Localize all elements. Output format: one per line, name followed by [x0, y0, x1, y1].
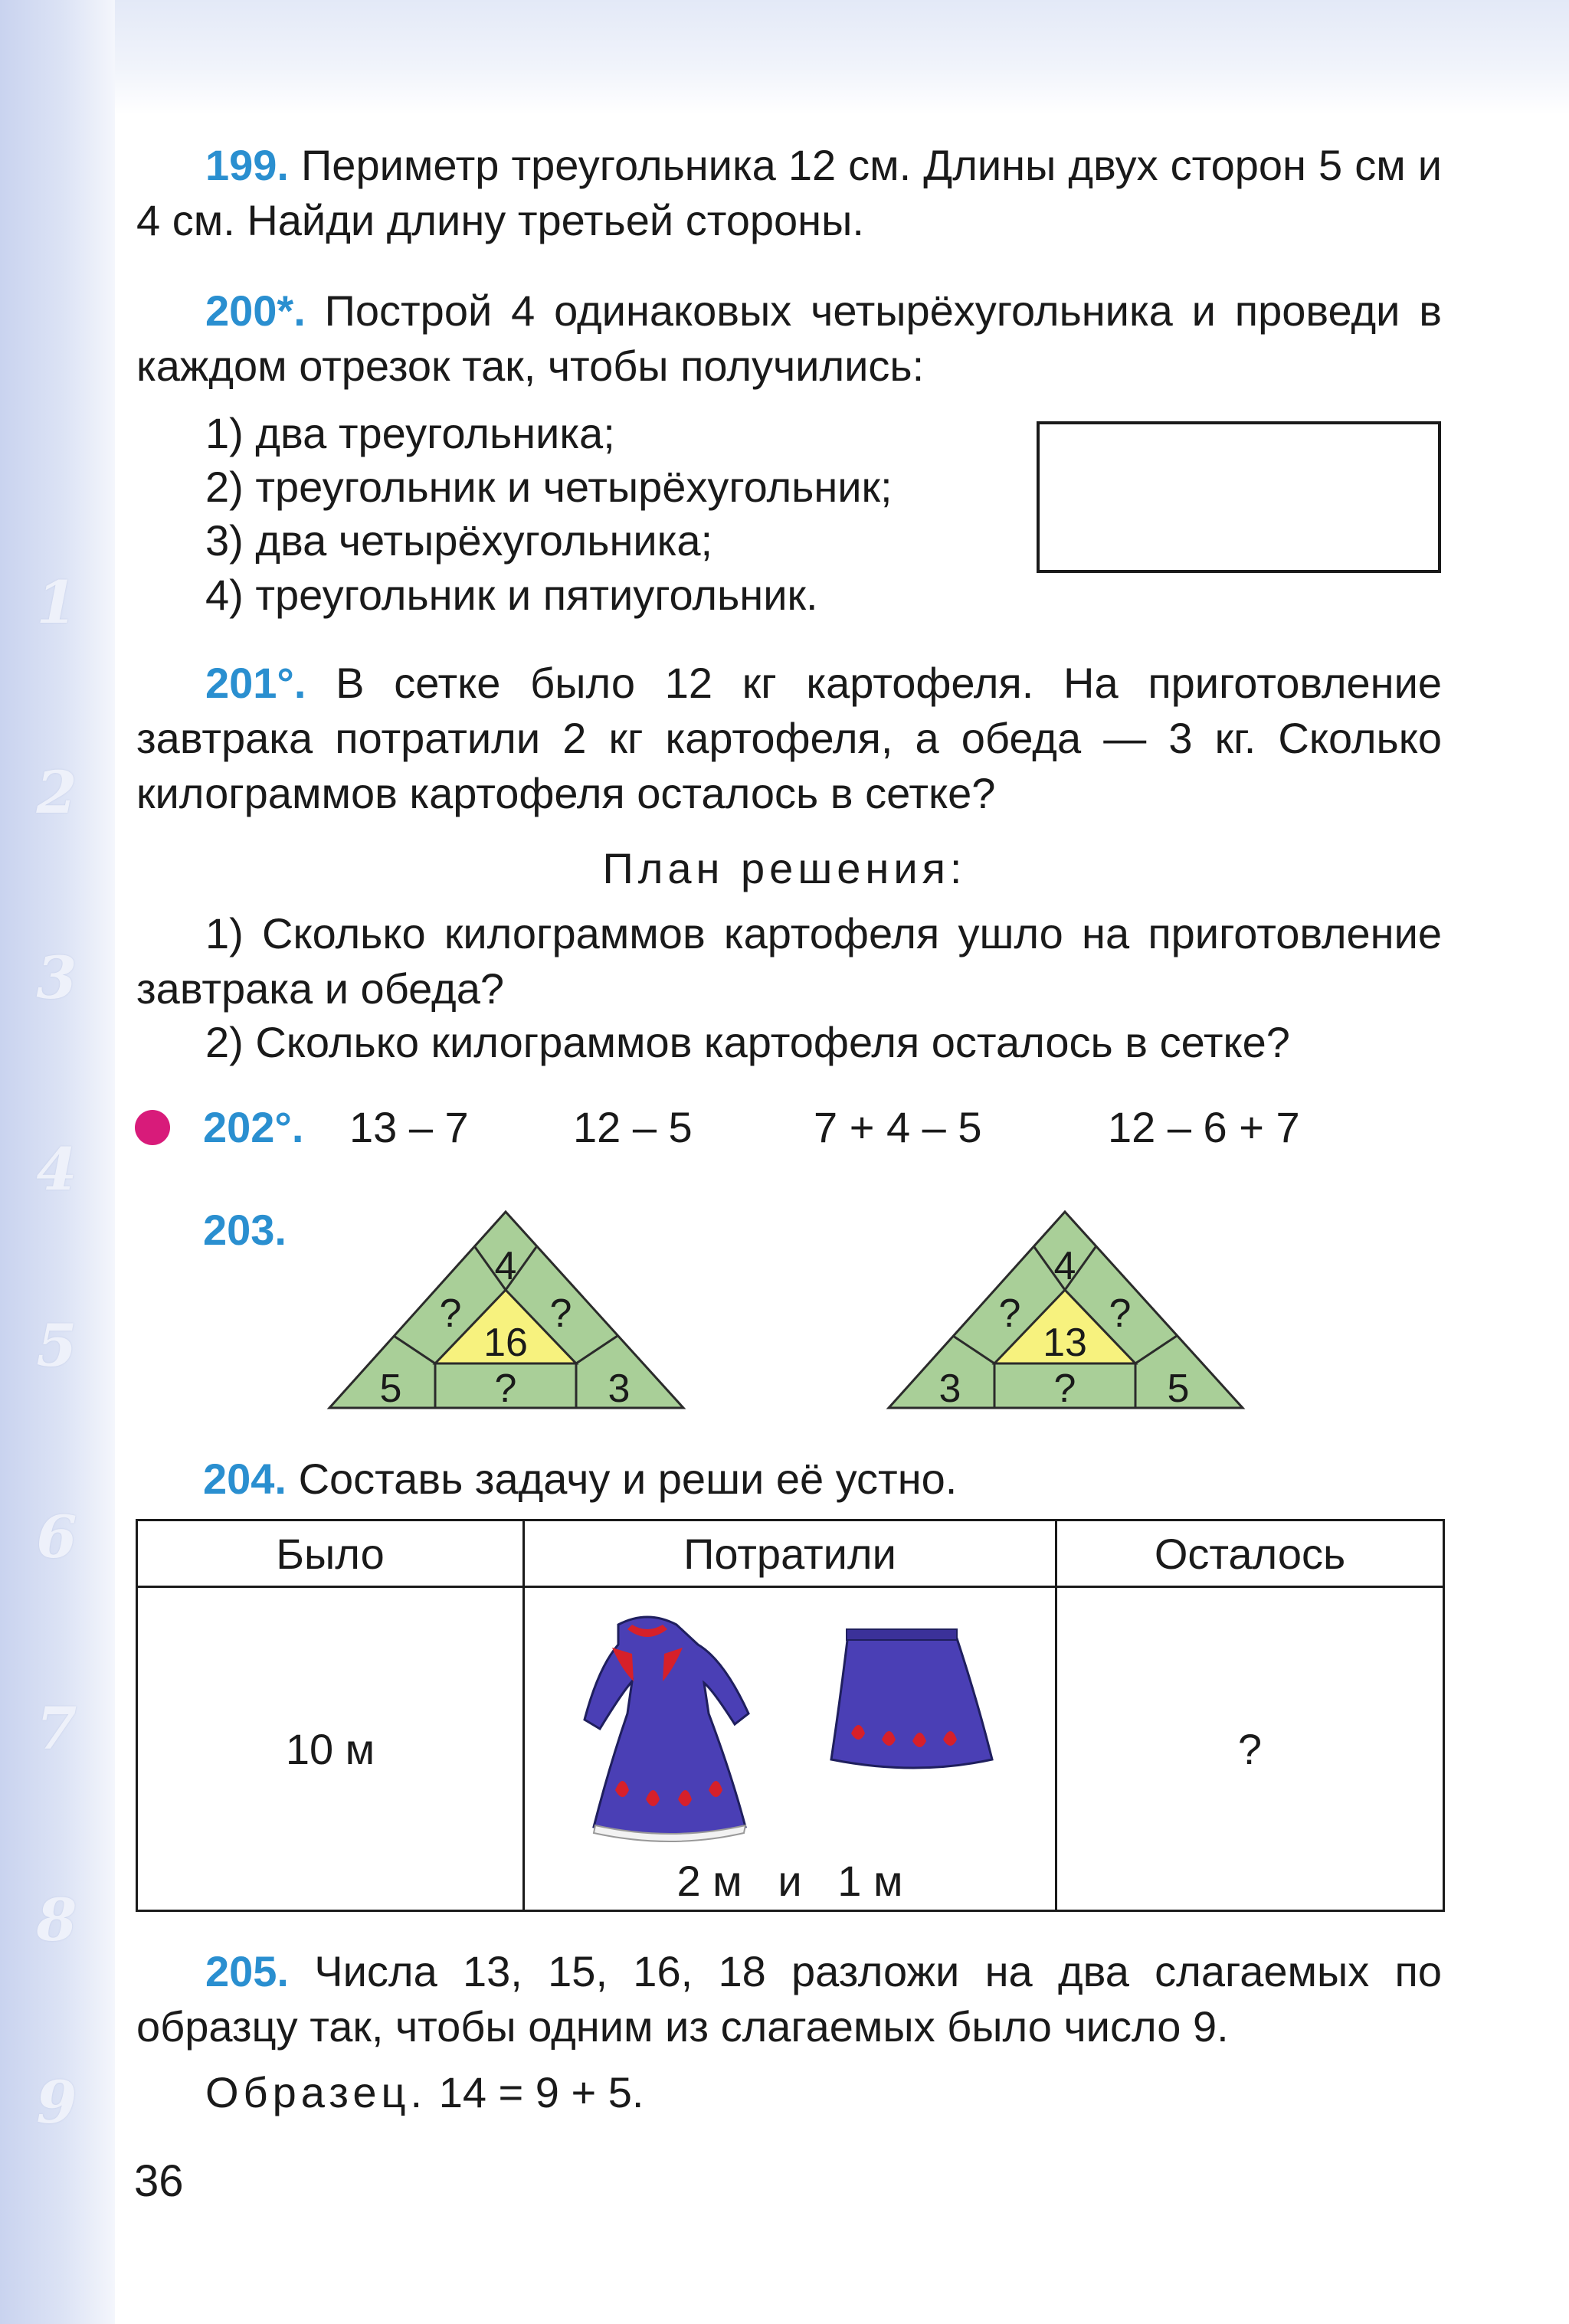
triangle-bottom-left: 5	[379, 1367, 402, 1411]
clothes-illustration	[548, 1599, 1038, 1844]
dress-icon	[585, 1617, 748, 1841]
list-item: 1) два треугольника;	[205, 409, 615, 457]
task-202	[203, 1100, 303, 1155]
task-number: 200*.	[205, 286, 306, 335]
oral-task-marker	[135, 1110, 170, 1145]
page-number: 36	[134, 2156, 184, 2206]
table-row	[137, 1587, 1444, 1911]
task-number: 205.	[205, 1947, 289, 1995]
triangle-top: 4	[494, 1244, 517, 1288]
triangle-right-mid: ?	[549, 1291, 572, 1336]
side-number: 4	[36, 1135, 77, 1203]
left-cell: ?	[1056, 1587, 1444, 1911]
expression: 12 – 6 + 7	[1108, 1103, 1300, 1151]
triangle-bottom-right: 5	[1167, 1367, 1190, 1411]
side-number: 3	[36, 944, 77, 1012]
plan-title: План решения:	[602, 844, 967, 892]
sample-rectangle	[1037, 421, 1441, 573]
task-199	[136, 138, 1442, 248]
list-item: 2) треугольник и четырёхугольник;	[205, 463, 893, 511]
plan-item: 1) Сколько килограммов картофеля ушло на приготовление завтрака и обеда?	[136, 909, 1442, 1013]
task-number: 204.	[203, 1455, 287, 1503]
triangle-left-mid: ?	[998, 1291, 1021, 1336]
table-header: Осталось	[1056, 1520, 1444, 1587]
table-header-row	[137, 1520, 1444, 1587]
task-204-table	[136, 1519, 1445, 1912]
number-triangle-2	[881, 1203, 1256, 1417]
expression: 12 – 5	[573, 1103, 693, 1151]
task-text: В сетке было 12 кг картофеля. На приготовление завтрака потратили 2 кг картофеля, а обеда — 3 кг. Сколько килограммов картофеля осталось в сетке?	[136, 659, 1442, 817]
triangle-left-mid: ?	[439, 1291, 462, 1336]
side-number: 6	[36, 1503, 77, 1571]
expression: 7 + 4 – 5	[814, 1103, 982, 1151]
task-200	[136, 283, 1442, 394]
expression: 13 – 7	[349, 1103, 469, 1151]
table-header: Потратили	[524, 1520, 1056, 1587]
side-number: 2	[36, 758, 77, 826]
task-203	[203, 1203, 287, 1258]
task-number: 201°.	[205, 659, 306, 707]
spent-cell	[524, 1587, 1056, 1911]
list-item: 4) треугольник и пятиугольник.	[205, 571, 818, 619]
number-triangle-1	[322, 1203, 697, 1417]
task-text: Числа 13, 15, 16, 18 разложи на два слагаемых по образцу так, чтобы одним из слагаемых было число 9.	[136, 1947, 1442, 2051]
sample-text: 14 = 9 + 5.	[438, 2068, 644, 2116]
table-header: Было	[137, 1520, 524, 1587]
side-number: 1	[36, 568, 77, 637]
side-number: 8	[36, 1886, 77, 1954]
task-text: Составь задачу и реши её устно.	[298, 1455, 958, 1503]
triangle-top: 4	[1053, 1244, 1076, 1288]
task-205	[136, 1944, 1442, 2054]
triangle-center-value: 13	[1043, 1321, 1087, 1365]
task-204	[203, 1452, 957, 1507]
triangle-right-mid: ?	[1109, 1291, 1132, 1336]
spent-amounts	[525, 1856, 1055, 1907]
triangle-bottom-left: 3	[938, 1367, 961, 1411]
triangle-bottom-mid: ?	[1053, 1367, 1076, 1411]
task-number: 203.	[203, 1206, 287, 1254]
triangle-bottom-mid: ?	[494, 1367, 517, 1411]
task-number: 202°.	[203, 1103, 304, 1151]
side-number: 9	[36, 2068, 77, 2136]
side-number: 5	[36, 1311, 77, 1380]
skirt-icon	[831, 1629, 992, 1768]
task-text: Периметр треугольника 12 см. Длины двух сторон 5 см и 4 см. Найди длину третьей стороны.	[136, 141, 1443, 244]
task-text: Построй 4 одинаковых четырёхугольника и проведи в каждом отрезок так, чтобы получились:	[136, 286, 1442, 390]
triangle-center-value: 16	[483, 1321, 528, 1365]
plan-item: 2) Сколько килограммов картофеля осталось в сетке?	[205, 1018, 1290, 1066]
spent-amounts-text: 2 м и 1 м	[676, 1857, 903, 1905]
sample-label: Образец.	[205, 2068, 427, 2116]
task-number: 199.	[205, 141, 289, 189]
sample-line	[205, 2065, 644, 2120]
triangle-bottom-right: 3	[608, 1367, 631, 1411]
side-number: 7	[36, 1694, 77, 1763]
list-item: 3) два четырёхугольника;	[205, 516, 713, 565]
task-201	[136, 656, 1442, 821]
was-cell: 10 м	[137, 1587, 524, 1911]
